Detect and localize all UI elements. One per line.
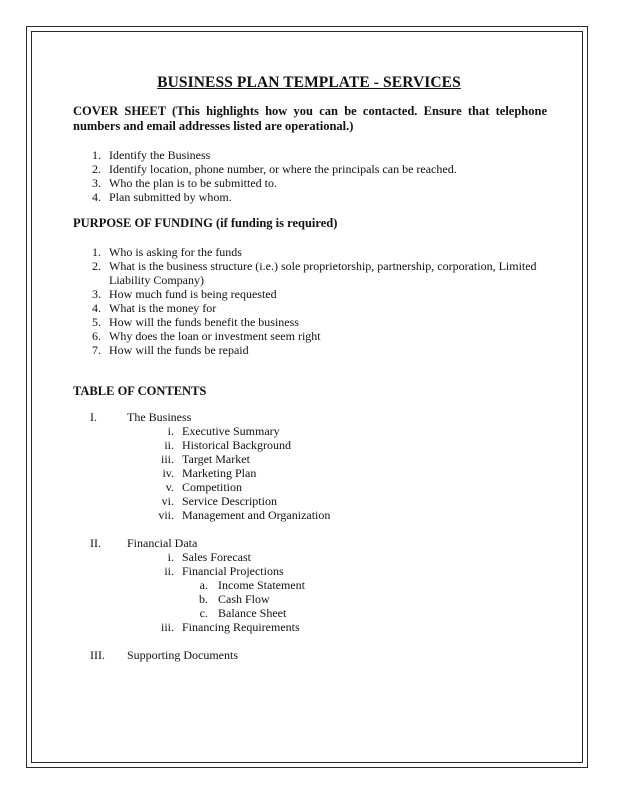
toc-item [0,550,618,564]
list-item-text: Who the plan is to be submitted to. [109,176,277,190]
toc-item-number: iv. [162,466,174,480]
toc-item-text: Service Description [182,494,277,508]
toc-item-number: ii. [164,438,174,452]
purpose-of-funding-list [0,245,618,357]
toc-section-number: I. [90,410,97,424]
list-item-number: 3. [92,287,101,301]
toc-item [0,494,618,508]
list-item-text: Who is asking for the funds [109,245,242,259]
table-of-contents-heading: TABLE OF CONTENTS [73,384,207,398]
toc-section-number: III. [90,648,105,662]
list-item-number: 1. [92,245,101,259]
toc-item-number: i. [167,424,174,438]
toc-subitem [0,592,618,606]
toc-item-text: Financial Projections [182,564,284,578]
list-item [0,287,618,301]
list-item [0,162,618,176]
list-item-text: Identify the Business [109,148,211,162]
list-item [0,176,618,190]
toc-section [0,410,618,424]
list-item-text: Why does the loan or investment seem right [109,329,321,343]
toc-item-text: Marketing Plan [182,466,257,480]
list-item [0,259,618,287]
list-item-number: 3. [92,176,101,190]
list-item-text: What is the money for [109,301,217,315]
list-item [0,190,618,204]
toc-item [0,480,618,494]
toc-item-text: Management and Organization [182,508,331,522]
list-item-number: 6. [92,329,101,343]
toc-item-text: Financing Requirements [182,620,300,634]
list-item [0,245,618,259]
list-item [0,343,618,357]
toc-item-number: vi. [161,494,174,508]
toc-item-text: Sales Forecast [182,550,251,564]
cover-sheet-list [0,148,618,204]
toc-section-title: Supporting Documents [127,648,238,662]
toc-item-number: iii. [160,620,174,634]
toc-item-text: Executive Summary [182,424,280,438]
toc-item [0,424,618,438]
list-item-text: How much fund is being requested [109,287,277,301]
list-item-text: How will the funds be repaid [109,343,249,357]
list-item-number: 2. [92,259,101,273]
toc-section [0,536,618,550]
toc-item-text: Historical Background [182,438,291,452]
list-item-text: What is the business structure (i.e.) sole proprietorship, partnership, corporation, Limited Liability Company) [109,259,537,287]
toc-subitem [0,606,618,620]
toc-subitem-letter: b. [199,592,208,606]
list-item-number: 5. [92,315,101,329]
table-of-contents [0,410,618,662]
toc-item [0,508,618,522]
list-item [0,148,618,162]
cover-sheet-heading: COVER SHEET (This highlights how you can be contacted. Ensure that telephone numbers and email addresses listed are operational.) [73,104,547,133]
toc-item-number: v. [165,480,174,494]
purpose-of-funding-heading: PURPOSE OF FUNDING (if funding is required) [73,216,338,230]
toc-item [0,620,618,634]
list-item-number: 1. [92,148,101,162]
toc-subitem-text: Income Statement [218,578,305,592]
toc-item-number: iii. [160,452,174,466]
toc-subitem-letter: c. [199,606,208,620]
list-item-number: 4. [92,190,101,204]
toc-section-title: Financial Data [127,536,198,550]
toc-item-number: ii. [164,564,174,578]
toc-item [0,438,618,452]
list-item [0,301,618,315]
list-item-number: 7. [92,343,101,357]
toc-spacer [0,522,618,536]
toc-item [0,564,618,578]
toc-subitem-text: Balance Sheet [218,606,287,620]
toc-item [0,466,618,480]
toc-item-number: vii. [158,508,174,522]
toc-section-title: The Business [127,410,192,424]
toc-subitem-letter: a. [199,578,208,592]
list-item-text: Identify location, phone number, or where the principals can be reached. [109,162,457,176]
document-title: BUSINESS PLAN TEMPLATE - SERVICES [157,74,461,91]
toc-section [0,648,618,662]
toc-item-number: i. [167,550,174,564]
list-item-number: 4. [92,301,101,315]
toc-subitem-text: Cash Flow [218,592,270,606]
list-item-text: How will the funds benefit the business [109,315,299,329]
toc-item-text: Competition [182,480,242,494]
toc-item [0,452,618,466]
list-item [0,315,618,329]
list-item-text: Plan submitted by whom. [109,190,232,204]
toc-section-number: II. [90,536,101,550]
list-item-number: 2. [92,162,101,176]
toc-subitem [0,578,618,592]
toc-spacer [0,634,618,648]
list-item [0,329,618,343]
toc-item-text: Target Market [182,452,250,466]
